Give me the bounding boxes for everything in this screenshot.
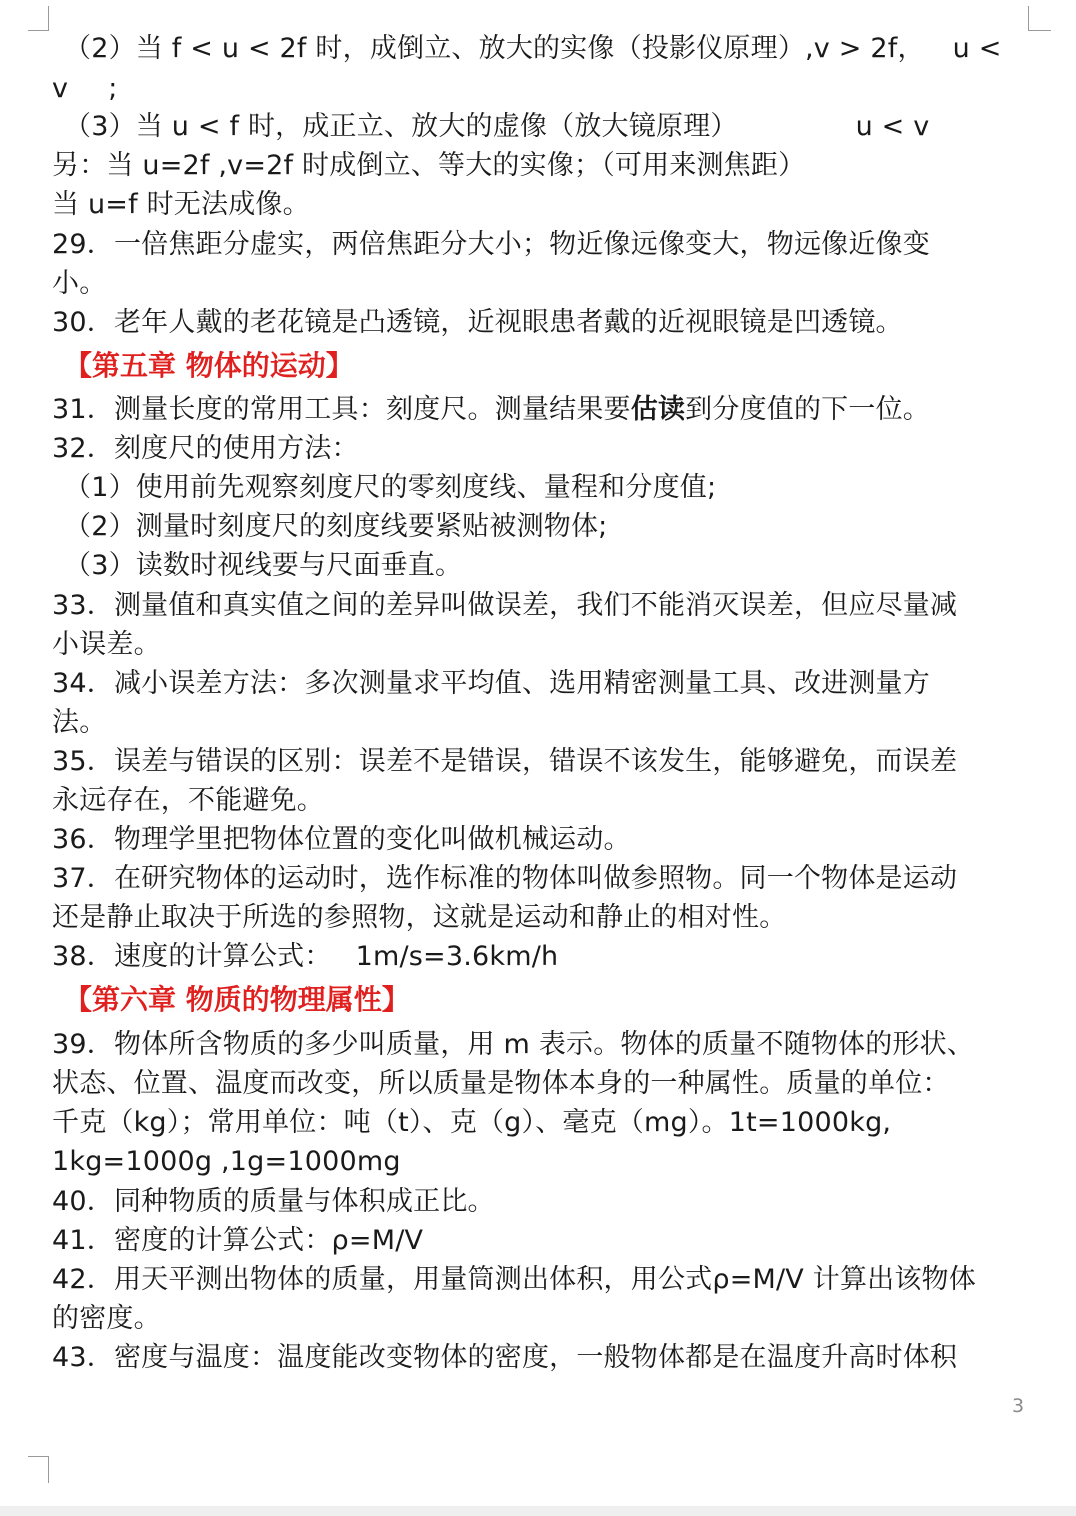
text-line: 35．误差与错误的区别：误差不是错误，错误不该发生，能够避免，而误差 [52,746,958,777]
text-line: 41．密度的计算公式：ρ=M/V [52,1225,424,1256]
page-number: 3 [1012,1395,1025,1417]
text-line: 37．在研究物体的运动时，选作标准的物体叫做参照物。同一个物体是运动 [52,863,958,894]
text-line: （3）读数时视线要与尺面垂直。 [64,550,463,581]
text-line: 永远存在，不能避免。 [52,785,324,816]
text-line: 38．速度的计算公式： 1m/s=3.6km/h [52,941,559,972]
text-line: 状态、位置、温度而改变，所以质量是物体本身的一种属性。质量的单位： [52,1068,950,1099]
text-line: 39．物体所含物质的多少叫质量，用 m 表示。物体的质量不随物体的形状、 [52,1029,975,1060]
text-line: 当 u=f 时无法成像。 [52,189,310,220]
text-line: 42．用天平测出物体的质量，用量筒测出体积，用公式ρ=M/V 计算出该物体 [52,1264,976,1295]
text-line: 的密度。 [52,1303,161,1334]
text-line: 34．减小误差方法：多次测量求平均值、选用精密测量工具、改进测量方 [52,668,930,699]
text-line: （3）当 u < f 时，成正立、放大的虚像（放大镜原理） u < v [64,111,930,142]
text-line: 43．密度与温度：温度能改变物体的密度，一般物体都是在温度升高时体积 [52,1342,958,1373]
text-line: v ; [52,73,118,104]
chapter-heading: 【第六章 物质的物理属性】 [64,983,410,1016]
chapter-heading: 【第五章 物体的运动】 [64,349,354,382]
text-line: （1）使用前先观察刻度尺的零刻度线、量程和分度值; [64,472,717,503]
crop-mark-bottom-left [28,1456,49,1483]
text-line: 还是静止取决于所选的参照物，这就是运动和静止的相对性。 [52,902,787,933]
text-line: 33．测量值和真实值之间的差异叫做误差，我们不能消灭误差，但应尽量减 [52,590,958,621]
text-line: 法。 [52,707,107,738]
crop-mark-top-right [1028,6,1051,31]
text-line: 29．一倍焦距分虚实，两倍焦距分大小；物近像远像变大，物远像近像变 [52,229,930,260]
text-line: 千克（kg）；常用单位：吨（t）、克（g）、毫克（mg）。1t=1000kg, [52,1107,892,1138]
text-line: 小。 [52,268,107,299]
text-line: 1kg=1000g ,1g=1000mg [52,1146,401,1177]
text-line: 小误差。 [52,629,161,660]
text-line: 36．物理学里把物体位置的变化叫做机械运动。 [52,824,631,855]
text-line: 31．测量长度的常用工具：刻度尺。测量结果要估读到分度值的下一位。 [52,394,930,425]
text-line: 另：当 u=2f ,v=2f 时成倒立、等大的实像；（可用来测焦距） [52,150,806,181]
text-line: （2）测量时刻度尺的刻度线要紧贴被测物体; [64,511,608,542]
text-line: 40．同种物质的质量与体积成正比。 [52,1186,495,1217]
text-line: 32．刻度尺的使用方法： [52,433,359,464]
text-line: 30．老年人戴的老花镜是凸透镜，近视眼患者戴的近视眼镜是凹透镜。 [52,307,903,338]
crop-mark-top-left [28,6,49,31]
text-line: （2）当 f < u < 2f 时，成倒立、放大的实像（投影仪原理）,v > 2f， u < [64,33,1002,64]
bottom-strip [0,1506,1076,1516]
